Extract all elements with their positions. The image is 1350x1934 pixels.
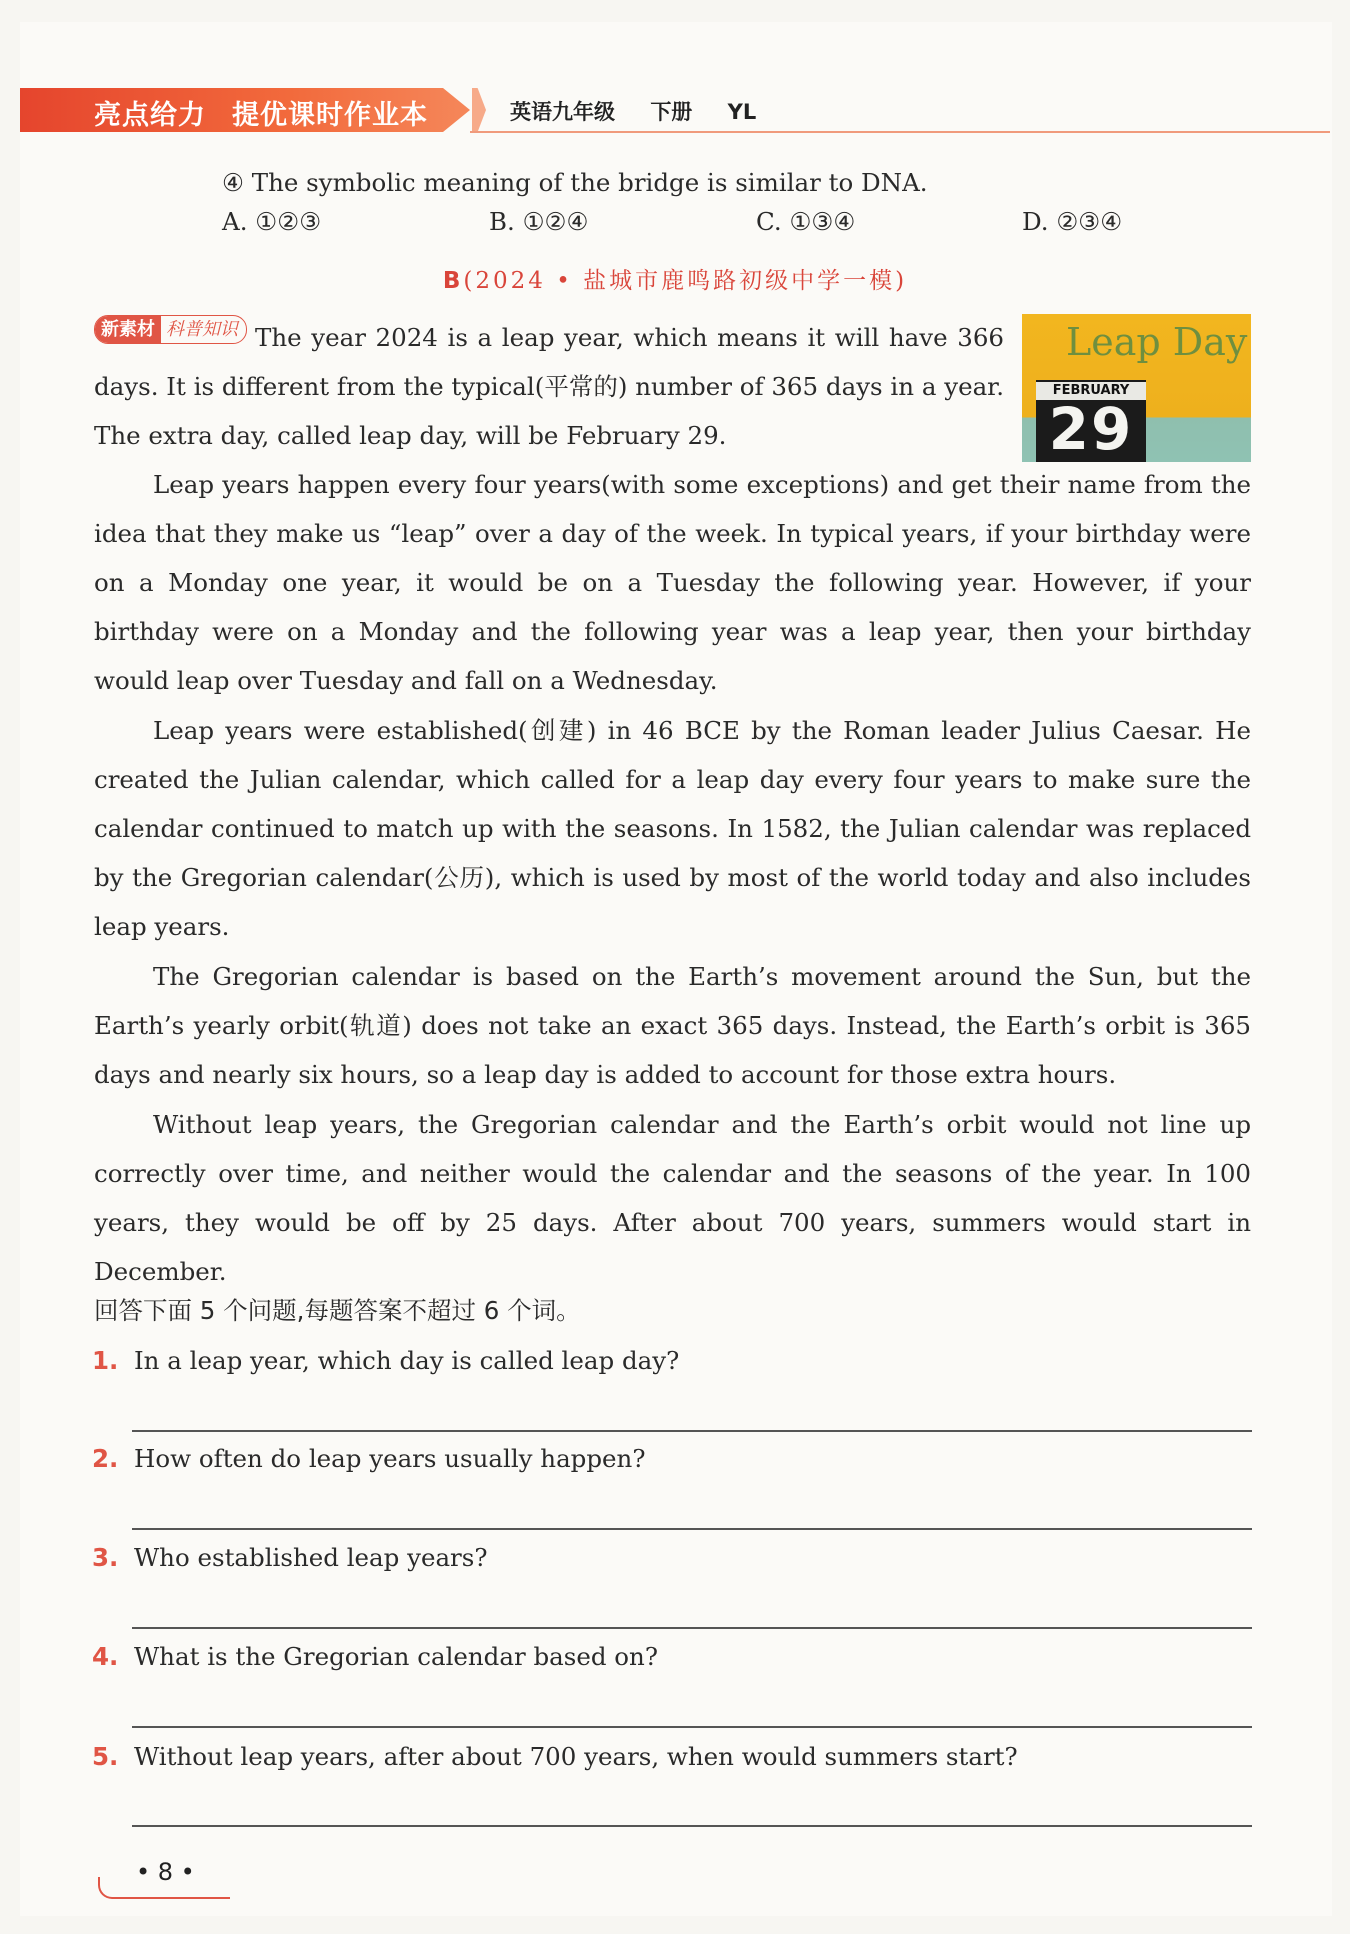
paragraph-1	[94, 313, 1004, 460]
question-2-text: How often do leap years usually happen?	[134, 1444, 646, 1473]
calendar-month: FEBRUARY	[1036, 382, 1146, 400]
calendar-day: 29	[1048, 395, 1134, 462]
answer-line-1[interactable]	[132, 1430, 1252, 1432]
answer-line-5[interactable]	[132, 1825, 1252, 1827]
header-info	[510, 96, 784, 126]
paragraph-4: The Gregorian calendar is based on the Earth’s movement around the Sun, but the Earth’s yearly orbit(轨道) does not take an exact 365 days. Instead, the Earth’s orbit is 365 days and nearly six hours, so a leap day is added to account for those extra hours.	[94, 962, 1251, 1089]
paragraph-5: Without leap years, the Gregorian calendar and the Earth’s orbit would not line up correctly over time, and neither would the calendar and the seasons of the year. In 100 years, they would be off by 25 days. After about 700 years, summers would start in December.	[94, 1110, 1251, 1286]
answer-line-4[interactable]	[132, 1726, 1252, 1728]
leap-day-image	[1022, 314, 1251, 462]
page-number: • 8 •	[136, 1858, 195, 1886]
tag-new-material: 新素材	[95, 316, 161, 343]
option-a: A. ①②③	[222, 207, 322, 236]
question-1	[92, 1346, 679, 1375]
question-2	[92, 1444, 645, 1473]
option-c: C. ①③④	[756, 207, 856, 236]
header-volume: 下册	[650, 100, 693, 124]
question-3-number: 3.	[92, 1543, 119, 1572]
passage-label: B	[442, 268, 464, 294]
question-5	[92, 1742, 1018, 1771]
question-3-text: Who established leap years?	[134, 1543, 488, 1572]
header-chevron	[472, 88, 486, 132]
header-brand: 亮点给力	[94, 100, 206, 131]
leap-day-image-title: Leap Day	[1066, 320, 1248, 364]
question-5-text: Without leap years, after about 700 years, when would summers start?	[134, 1742, 1018, 1771]
answer-line-2[interactable]	[132, 1528, 1252, 1530]
material-tag	[94, 315, 247, 344]
option-b: B. ①②④	[489, 207, 589, 236]
paragraph-3: Leap years were established(创建) in 46 BCE by the Roman leader Julius Caesar. He created the Julian calendar, which called for a leap day every four years to make sure the calendar continued to match up with the seasons. In 1582, the Julian calendar was replaced by the Gregorian calendar(公历), which is used by most of the world today and also includes leap years.	[94, 716, 1251, 941]
paragraph-2: Leap years happen every four years(with some exceptions) and get their name from the idea that they make us “leap” over a day of the week. In typical years, if your birthday were on a Monday one year, it would be on a Tuesday the following year. However, if your birthday were on a Monday and the following year was a leap year, then your birthday would leap over Tuesday and fall on a Wednesday.	[94, 470, 1251, 695]
instruction-text: 回答下面 5 个问题,每题答案不超过 6 个词。	[94, 1296, 581, 1325]
question-4	[92, 1642, 658, 1671]
question-5-number: 5.	[92, 1742, 119, 1771]
question-2-number: 2.	[92, 1444, 119, 1473]
prev-statement-4: ④ The symbolic meaning of the bridge is similar to DNA.	[222, 168, 928, 197]
passage-heading	[0, 262, 1350, 295]
question-4-text: What is the Gregorian calendar based on?	[134, 1642, 658, 1671]
header-edition: YL	[727, 100, 757, 124]
tag-science: 科普知识	[166, 319, 238, 340]
paragraph-1-text: The year 2024 is a leap year, which means it will have 366 days. It is different from the typical(平常的) number of 365 days in a year. The extra day, called leap day, will be February 29.	[94, 323, 1004, 450]
page-header	[20, 88, 1332, 132]
answer-line-3[interactable]	[132, 1627, 1252, 1629]
question-1-text: In a leap year, which day is called leap day?	[134, 1346, 680, 1375]
header-subject: 英语九年级	[510, 100, 615, 124]
question-3	[92, 1543, 487, 1572]
header-subtitle: 提优课时作业本	[232, 100, 428, 131]
header-rule	[470, 131, 1330, 133]
passage-source: (2024 • 盐城市鹿鸣路初级中学一模)	[463, 268, 908, 294]
option-d: D. ②③④	[1022, 207, 1123, 236]
question-1-number: 1.	[92, 1346, 119, 1375]
question-4-number: 4.	[92, 1642, 119, 1671]
